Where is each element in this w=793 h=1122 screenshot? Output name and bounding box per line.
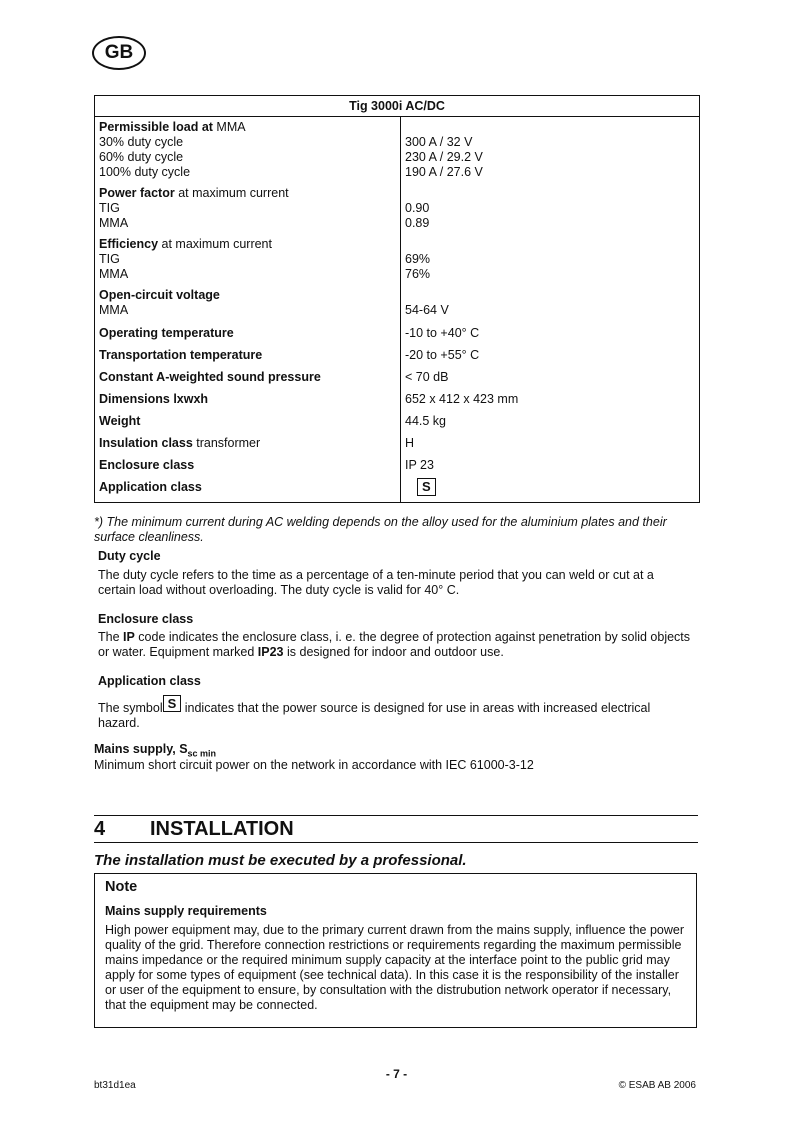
document-code: bt31d1ea bbox=[94, 1080, 136, 1091]
power-factor-row-value: 0.90 bbox=[405, 201, 430, 215]
spec-label: Constant A-weighted sound pressure bbox=[99, 370, 321, 384]
note-box bbox=[94, 873, 697, 1028]
duty-cycle-heading: Duty cycle bbox=[98, 549, 161, 563]
application-symbol-inline: S bbox=[163, 695, 182, 712]
efficiency-row-label: MMA bbox=[99, 267, 129, 281]
section-number: 4 bbox=[94, 818, 106, 840]
copyright: © ESAB AB 2006 bbox=[618, 1080, 696, 1091]
footnote: *) The minimum current during AC welding depends on the alloy used for the aluminium plates and their surface cleanliness. bbox=[94, 515, 667, 544]
load-row-value: 230 A / 29.2 V bbox=[405, 150, 483, 164]
spec-label: Operating temperature bbox=[99, 326, 234, 340]
application-class-symbol: S bbox=[417, 478, 436, 496]
spec-value: -10 to +40° C bbox=[405, 326, 480, 340]
load-row-label: 30% duty cycle bbox=[99, 135, 184, 149]
efficiency-label-rest: at maximum current bbox=[158, 237, 272, 251]
section-title: INSTALLATION bbox=[150, 818, 294, 840]
spec-label: Dimensions lxwxh bbox=[99, 392, 209, 406]
section-rule-bottom bbox=[94, 842, 698, 843]
table-title: Tig 3000i AC/DC bbox=[95, 96, 700, 117]
enclosure-text: The IP code indicates the enclosure class, i. e. the degree of protection against penetration by solid objects or water. Equipment marked IP23 is designed for indoor and outdoor use. bbox=[98, 630, 691, 659]
power-factor-row-label: MMA bbox=[99, 216, 129, 230]
ocv-label: Open-circuit voltage bbox=[99, 288, 220, 302]
efficiency-row-label: TIG bbox=[99, 252, 120, 266]
load-label: Permissible load at bbox=[99, 120, 213, 134]
duty-cycle-text: The duty cycle refers to the time as a percentage of a ten-minute period that you can weld or cut at a certain load without overloading. The duty cycle is valid for 40° C. bbox=[98, 568, 654, 597]
insulation-label-rest: transformer bbox=[192, 436, 261, 450]
mains-heading: Mains supply, $S_{sc min}$ bbox=[94, 742, 217, 759]
power-factor-label: Power factor bbox=[99, 186, 175, 200]
spec-labels-grouped bbox=[95, 117, 401, 503]
power-factor-row-label: TIG bbox=[99, 201, 120, 215]
technical-data-table bbox=[94, 95, 700, 503]
efficiency-row-value: 76% bbox=[405, 267, 431, 281]
power-factor-label-rest: at maximum current bbox=[174, 186, 289, 200]
ocv-row-label: MMA bbox=[99, 303, 129, 317]
spec-value: -20 to +55° C bbox=[405, 348, 480, 362]
note-text: High power equipment may, due to the primary current drawn from the mains supply, influence the power quality of the grid. Therefore connection restrictions or requirements regarding the maximum permissible mains impedance or the required minimum supply capacity at the interface point to the public grid may apply for some types of equipment (see technical data). In this case it is the responsibility of the installer or user of the equipment to ensure, by consultation with the distrubution network operator if necessary, that the equipment may be connected. bbox=[105, 923, 684, 1012]
application-text: The symbol S indicates that the power source is designed for use in areas with increased electrical hazard. bbox=[98, 696, 651, 730]
note-heading: Mains supply requirements bbox=[105, 904, 267, 918]
insulation-label: Insulation class bbox=[99, 436, 193, 450]
load-row-label: 60% duty cycle bbox=[99, 150, 184, 164]
page-number: - 7 - bbox=[385, 1067, 408, 1081]
spec-values bbox=[401, 117, 700, 503]
country-badge: GB bbox=[92, 36, 146, 70]
spec-label: Weight bbox=[99, 414, 141, 428]
efficiency-label: Efficiency bbox=[99, 237, 159, 251]
application-label: Application class bbox=[99, 480, 202, 494]
mains-text: Minimum short circuit power on the network in accordance with IEC 61000-3-12 bbox=[94, 758, 534, 772]
spec-label: Transportation temperature bbox=[99, 348, 263, 362]
load-row-value: 190 A / 27.6 V bbox=[405, 165, 483, 179]
spec-value: 652 x 412 x 423 mm bbox=[405, 392, 519, 406]
load-label-rest: MMA bbox=[212, 120, 246, 134]
power-factor-row-value: 0.89 bbox=[405, 216, 430, 230]
application-heading: Application class bbox=[98, 674, 201, 688]
enclosure-label: Enclosure class bbox=[99, 458, 195, 472]
enclosure-value: IP 23 bbox=[405, 458, 434, 472]
spec-value: < 70 dB bbox=[405, 370, 449, 384]
enclosure-heading: Enclosure class bbox=[98, 612, 194, 626]
ocv-row-value: 54-64 V bbox=[405, 303, 449, 317]
load-row-value: 300 A / 32 V bbox=[405, 135, 473, 149]
note-title: Note bbox=[105, 879, 138, 895]
spec-value: 44.5 kg bbox=[405, 414, 447, 428]
insulation-value: H bbox=[405, 436, 415, 450]
efficiency-row-value: 69% bbox=[405, 252, 431, 266]
section-rule-top bbox=[94, 815, 698, 816]
installation-subtitle: The installation must be executed by a professional. bbox=[94, 852, 467, 869]
load-row-label: 100% duty cycle bbox=[99, 165, 191, 179]
